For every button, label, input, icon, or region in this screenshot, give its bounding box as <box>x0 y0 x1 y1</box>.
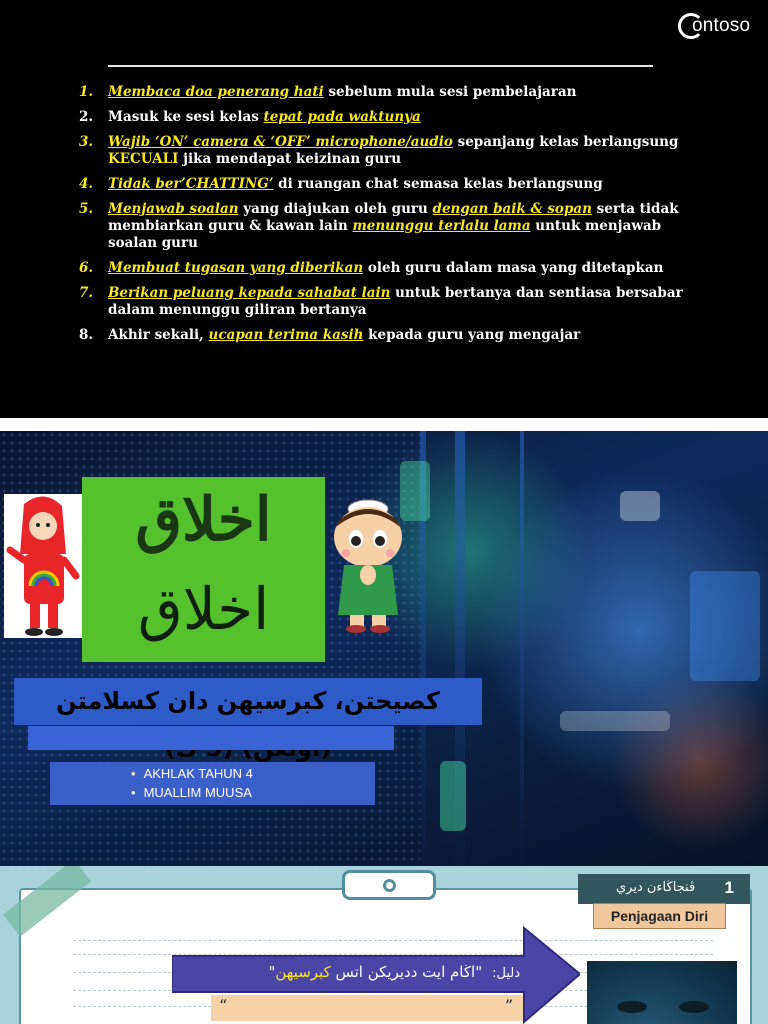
rule-number: 4. <box>79 176 94 192</box>
rule-item <box>70 84 710 101</box>
rule-number: 6. <box>79 260 94 276</box>
lesson-info-list <box>50 762 375 802</box>
rule-segment: sebelum mula sesi pembelajaran <box>323 84 577 100</box>
info-teacher: • MUALLIM MUUSA <box>145 783 375 802</box>
rule-segment: oleh guru dalam masa yang ditetapkan <box>363 260 664 276</box>
face-photo-image <box>587 961 737 1024</box>
rule-text <box>108 109 710 126</box>
rule-item <box>70 109 710 126</box>
section-number: 1 <box>724 878 734 897</box>
dalil-text <box>230 963 520 981</box>
rule-highlight: Membaca doa penerang hati <box>108 84 324 100</box>
content-slide <box>0 866 768 1024</box>
rule-text <box>108 176 710 193</box>
rule-segment: jika mendapat keizinan guru <box>178 151 402 167</box>
lesson-info-box <box>50 762 375 805</box>
quote-mark: " <box>475 963 483 981</box>
rule-text <box>108 84 710 101</box>
rule-number: 5. <box>79 201 94 217</box>
boy-cartoon-image <box>326 495 410 635</box>
rule-highlight: Wajib ‘ON’ camera & ‘OFF’ microphone/audio <box>108 134 453 150</box>
rule-number: 3. <box>79 134 94 150</box>
rule-highlight: Menjawab soalan <box>108 201 239 217</box>
section-tag <box>578 874 750 904</box>
rule-item <box>70 201 710 252</box>
calligraphy-top: اخلاق <box>135 485 272 555</box>
answer-quote-box <box>211 995 523 1021</box>
bg-neon-light <box>440 761 466 831</box>
rule-text <box>108 260 710 277</box>
rules-slide <box>0 0 768 418</box>
logo-ring-icon <box>678 13 704 39</box>
info-subject: • AKHLAK TAHUN 4 <box>145 764 375 783</box>
girl-cartoon-image <box>4 494 82 638</box>
rule-text <box>108 327 710 344</box>
rule-item <box>70 260 710 277</box>
rule-segment: sepanjang kelas berlangsung <box>452 134 679 150</box>
eye-shape <box>679 1001 709 1013</box>
open-quote: “ <box>219 996 228 1015</box>
bg-neon-light <box>560 711 670 731</box>
rule-text <box>108 285 710 319</box>
lesson-title-banner: كصيحتن، كبرسيهن دان كسلامتن <box>14 678 482 725</box>
topic-pill: Penjagaan Diri <box>593 903 726 929</box>
rule-segment: di ruangan chat semasa kelas berlangsung <box>273 176 603 192</box>
eye-shape <box>617 1001 647 1013</box>
title-divider <box>108 65 653 67</box>
logo-text: ontoso <box>692 15 751 36</box>
title-sub-band <box>28 726 394 750</box>
rule-highlight: Berikan peluang kepada sahabat lain <box>108 285 391 301</box>
rule-highlight: Tidak ber’CHATTING’ <box>108 176 274 192</box>
rule-highlight: ucapan terima kasih <box>208 327 364 343</box>
dalil-highlight: كبرسيهن <box>275 963 331 981</box>
rule-item <box>70 327 710 344</box>
rule-item <box>70 134 710 168</box>
contoso-logo <box>678 13 750 39</box>
bg-neon-light <box>690 571 760 681</box>
rule-highlight: Membuat tugasan yang diberikan <box>108 260 364 276</box>
rule-segment: serta tidak membiarkan guru & kawan lain <box>108 201 679 234</box>
section-tag-label: ڤنجاڬاءن ديري <box>616 880 696 895</box>
rule-segment: Masuk ke sesi kelas <box>108 109 264 125</box>
bg-light-strip <box>520 431 524 866</box>
clip-decoration <box>342 870 436 900</box>
rule-highlight: tepat pada waktunya <box>263 109 421 125</box>
rule-text <box>108 201 710 252</box>
bg-neon-light <box>620 491 660 521</box>
rule-highlight: dengan baik & sopan <box>432 201 592 217</box>
rule-number: 7. <box>79 285 94 301</box>
quote-mark: " <box>268 963 276 981</box>
dalil-label: دليل: <box>492 966 520 981</box>
akhlak-calligraphy-panel <box>82 477 325 662</box>
dalil-body: اڬام ايت دديريكن اتس <box>330 963 476 981</box>
rule-segment: kepada guru yang mengajar <box>363 327 581 343</box>
rule-item <box>70 285 710 319</box>
close-quote: ” <box>504 996 513 1015</box>
rule-number: 8. <box>79 327 94 343</box>
calligraphy-bottom: اخلاق <box>137 575 270 643</box>
rule-segment: Akhir sekali, <box>108 327 209 343</box>
rule-segment: untuk menjawab soalan guru <box>108 218 662 251</box>
rule-item <box>70 176 710 193</box>
rule-highlight: menunggu terlalu lama <box>352 218 531 234</box>
rule-number: 2. <box>79 109 94 125</box>
class-rules-list <box>70 84 710 352</box>
rule-text <box>108 134 710 168</box>
rule-segment: untuk bertanya dan sentiasa bersabar dalam menunggu giliran bertanya <box>108 285 683 318</box>
rule-highlight: KECUALI <box>108 151 179 167</box>
rule-number: 1. <box>79 84 94 100</box>
title-slide <box>0 431 768 866</box>
rule-segment: yang diajukan oleh guru <box>238 201 433 217</box>
pin-icon <box>383 879 396 892</box>
